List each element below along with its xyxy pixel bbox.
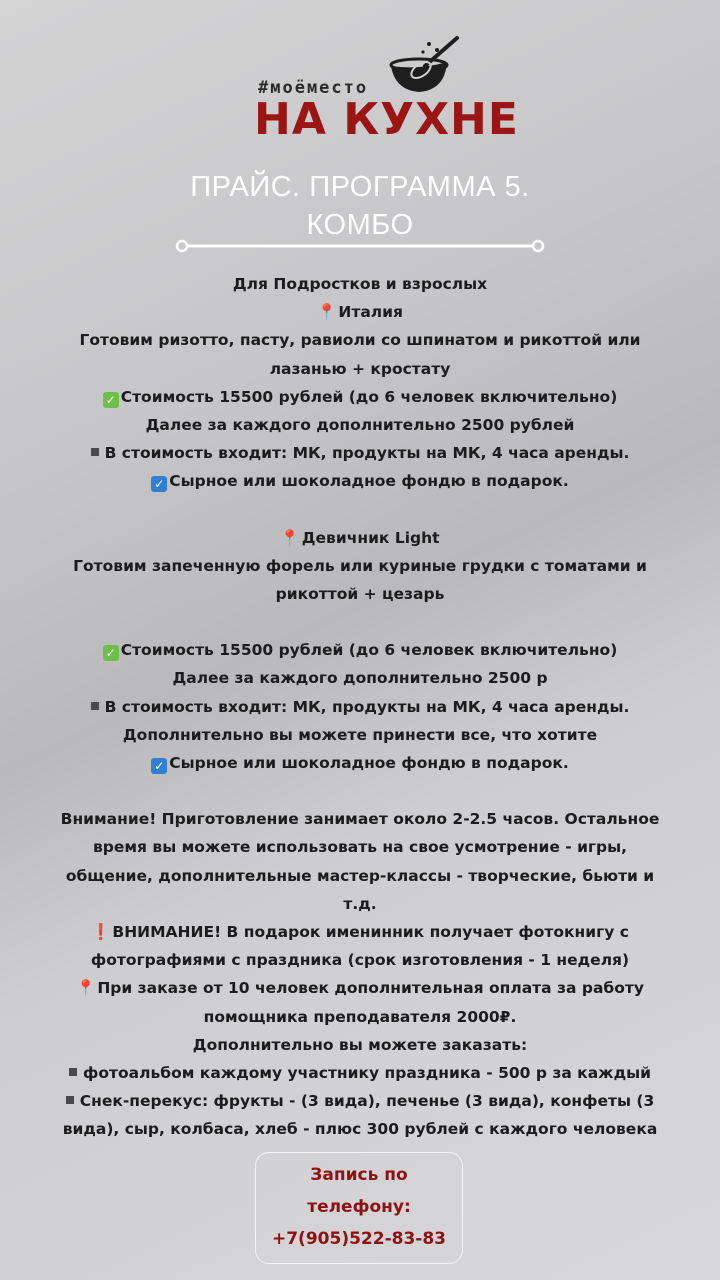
audience-text: Для Подростков и взрослых xyxy=(232,275,488,293)
ballot-check-icon: ✓ xyxy=(151,476,167,492)
extras-title: Дополнительно вы можете заказать: xyxy=(192,1035,528,1054)
title-line-2: КОМБО xyxy=(306,209,414,241)
logo-name: НА КУХНЕ xyxy=(254,94,519,145)
attention-line-2: время вы можете использовать на свое усмотрение - игры, xyxy=(92,838,628,857)
check-mark-icon: ✓ xyxy=(103,392,119,408)
italy-extra-price: Далее за каждого дополнительно 2500 рублей xyxy=(145,416,575,435)
assistant-line-1: 📍 При заказе от 10 человек дополнительная оплата за работу xyxy=(76,979,644,998)
ballot-check-icon: ✓ xyxy=(151,758,167,774)
title-divider xyxy=(174,238,546,254)
light-includes: В стоимость входит: МК, продукты на МК, 4 часа аренды. xyxy=(30,693,690,721)
light-extra-price: Далее за каждого дополнительно 2500 р xyxy=(172,669,548,688)
light-gift: ✓ Сырное или шоколадное фондю в подарок. xyxy=(30,749,690,777)
italy-menu-line-2: лазанью + кростату xyxy=(269,359,451,378)
italy-gift: ✓ Сырное или шоколадное фондю в подарок. xyxy=(30,467,690,495)
light-menu-line-2: рикоттой + цезарь xyxy=(275,585,445,604)
small-square-icon xyxy=(66,1096,74,1104)
extra-snack-line-2: вида), сыр, колбаса, хлеб - плюс 300 рублей с каждого человека xyxy=(62,1120,658,1139)
italy-price: ✓ Стоимость 15500 рублей (до 6 человек включительно) xyxy=(30,383,690,411)
small-square-icon xyxy=(69,1068,77,1076)
check-mark-icon: ✓ xyxy=(103,645,119,661)
program-light-title: 📍 Девичник Light xyxy=(280,528,440,547)
logo-hashtag: #моёместо xyxy=(258,78,369,98)
extra-snack-line-1: Снек-перекус: фрукты - (3 вида), печенье (3 вида), конфеты (3 xyxy=(30,1087,690,1115)
small-square-icon xyxy=(91,448,99,456)
title-line-1: ПРАЙС. ПРОГРАММА 5. xyxy=(190,171,530,203)
attention-line-3: общение, дополнительные мастер-классы - творческие, бьюти и xyxy=(65,866,655,885)
italy-includes: В стоимость входит: МК, продукты на МК, 4 часа аренды. xyxy=(30,439,690,467)
contact-line-2: телефону: xyxy=(307,1197,411,1217)
light-price: ✓ Стоимость 15500 рублей (до 6 человек включительно) xyxy=(30,636,690,664)
attention-line-4: т.д. xyxy=(343,894,377,913)
pushpin-icon: 📍 xyxy=(317,303,337,322)
contact-line-1: Запись по xyxy=(310,1165,408,1185)
gift-photobook-line-2: фотографиями с праздника (срок изготовления - 1 неделя) xyxy=(90,951,630,970)
italy-menu-line-1: Готовим ризотто, пасту, равиоли со шпинатом и рикоттой или xyxy=(79,331,641,350)
assistant-line-2: помощника преподавателя 2000₽. xyxy=(203,1007,517,1026)
brand-logo xyxy=(0,30,720,150)
pushpin-icon: 📍 xyxy=(280,528,300,547)
contact-box[interactable] xyxy=(255,1152,463,1264)
price-content xyxy=(30,270,690,1144)
pushpin-icon: 📍 xyxy=(76,979,96,998)
phone-link[interactable]: +7(905)522-83-83 xyxy=(271,1229,446,1249)
light-bring: Дополнительно вы можете принести все, что хотите xyxy=(122,725,598,744)
attention-line-1: Внимание! Приготовление занимает около 2-2.5 часов. Остальное xyxy=(60,810,660,829)
program-italy-title: 📍 Италия xyxy=(317,303,403,322)
page-title xyxy=(0,168,720,244)
light-menu-line-1: Готовим запеченную форель или куриные грудки с томатами и xyxy=(73,556,647,575)
whisk-bowl-icon xyxy=(385,30,465,100)
exclamation-icon: ❗ xyxy=(91,923,111,942)
gift-photobook-line-1: ❗ ВНИМАНИЕ! В подарок именинник получает фотокнигу с xyxy=(91,923,629,942)
extra-album: фотоальбом каждому участнику праздника - 500 р за каждый xyxy=(30,1059,690,1087)
small-square-icon xyxy=(91,702,99,710)
